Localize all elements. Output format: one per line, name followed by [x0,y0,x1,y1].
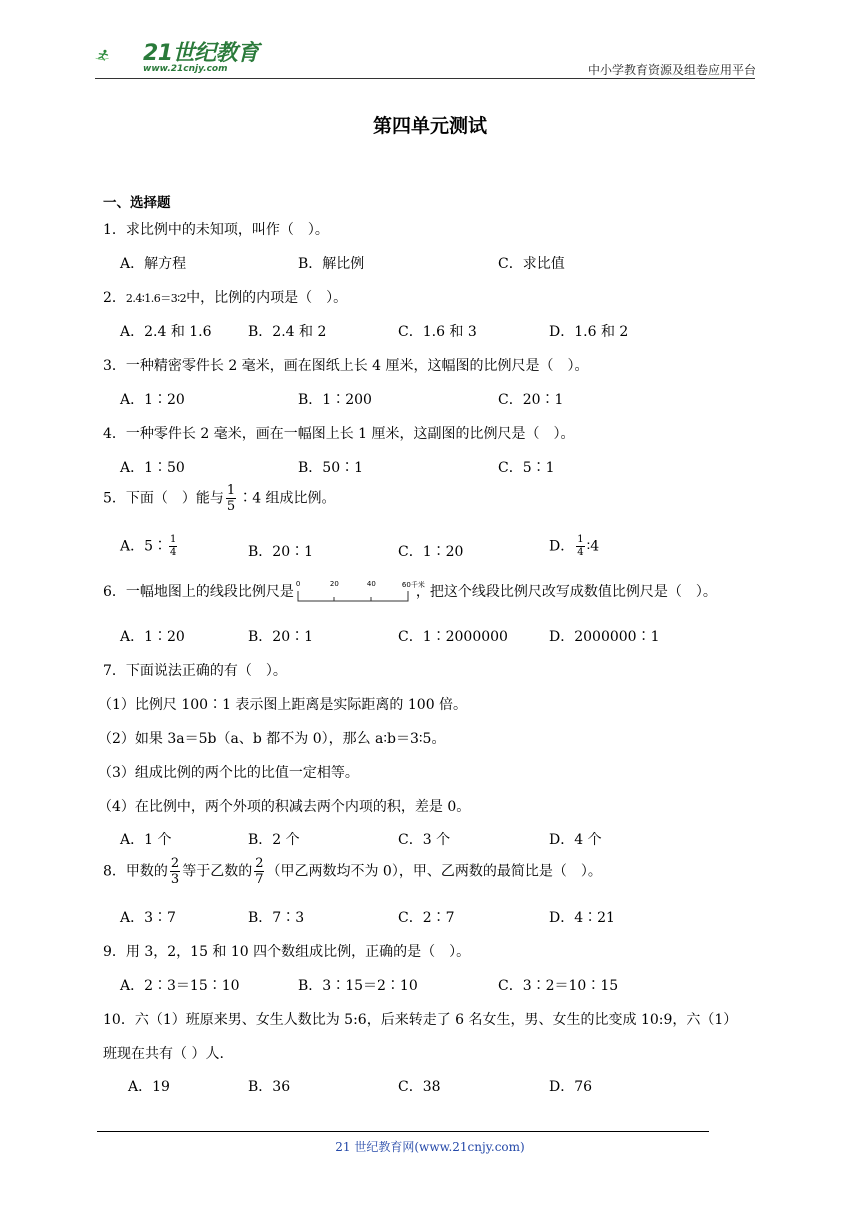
question-4: 4．一种零件长 2 毫米，画在一幅图上长 1 厘米，这副图的比例尺是（ ）。 [103,426,575,442]
footer-divider [97,1131,709,1132]
q7-statement-3: （3）组成比例的两个比的比值一定相等。 [98,765,359,781]
q8-prefix: 8．甲数的 [103,863,168,880]
q10-option-c: C．38 [398,1079,441,1095]
header-divider [95,78,755,79]
scale-bar-ruler [296,589,414,603]
page-title: 第四单元测试 [372,115,487,137]
q1-option-b: B．解比例 [298,256,365,272]
q4-option-a: A．1∶50 [120,460,185,476]
q6-option-d: D．2000000∶1 [549,629,660,645]
q5-fraction: $\frac{1}{5}$ [226,483,236,514]
q6-option-b: B．20∶1 [248,629,314,645]
q3-option-b: B．1∶200 [298,392,372,408]
q9-option-a: A．2∶3＝15∶10 [120,978,240,994]
logo-text: 21世纪教育 [143,41,259,66]
q5-option-c: C．1∶20 [398,544,464,560]
question-5 [103,484,336,513]
q3-option-a: A．1∶20 [120,392,185,408]
q8-mid: 等于乙数的 [182,863,253,880]
q6-suffix: ，把这个线段比例尺改写成数值比例尺是（ ）。 [415,584,717,600]
q2-option-b: B．2.4 和 2 [248,324,327,340]
q5-option-a: A．5∶ $\frac{1}{4}$ [120,534,177,558]
q1-option-a: A．解方程 [120,256,187,272]
q8-option-b: B．7∶3 [248,910,305,926]
q2-option-c: C．1.6 和 3 [398,324,477,340]
question-8 [103,857,602,886]
q7-statement-1: （1）比例尺 100∶1 表示图上距离是实际距离的 100 倍。 [98,697,468,713]
scale-label-0: 0 [295,580,301,588]
q2-prefix: 2． [103,290,126,306]
q10-option-d: D．76 [549,1079,593,1095]
q5-option-d: D． $\frac{1}{4}$ ∶4 [549,534,600,558]
scale-label-60: 60千米 [401,581,425,589]
q5-option-a-fraction: $\frac{1}{4}$ [170,534,177,558]
logo-url: www.21cnjy.com [143,64,228,74]
footer-text: 21 世纪教育网(www.21cnjy.com) [335,1140,525,1154]
q2-suffix: 中，比例的内项是（ ）。 [186,290,348,306]
q7-option-a: A．1 个 [120,832,172,848]
question-3: 3．一种精密零件长 2 毫米，画在图纸上长 4 厘米，这幅图的比例尺是（ ）。 [103,358,589,374]
q7-option-c: C．3 个 [398,832,451,848]
q4-option-b: B．50∶1 [298,460,364,476]
platform-label: 中小学教育资源及组卷应用平台 [587,63,756,77]
q8-suffix: （甲乙两数均不为 0），甲、乙两数的最简比是（ ）。 [266,863,602,880]
q3-option-c: C．20∶1 [498,392,564,408]
question-10-line-1: 10．六（1）班原来男、女生人数比为 5:6，后来转走了 6 名女生，男、女生的比变成 10:9，六（1） [103,1012,738,1028]
q8-fraction-1: $\frac{2}{3}$ [170,856,180,887]
q6-option-a: A．1∶20 [120,629,185,645]
q5-option-d-fraction: $\frac{1}{4}$ [577,534,584,558]
q6-prefix: 6．一幅地图上的线段比例尺是 [103,584,294,600]
logo-runner-icon [95,34,145,76]
question-2 [103,287,347,307]
q7-statement-4: （4）在比例中，两个外项的积减去两个内项的积，差是 0。 [98,799,471,815]
q8-fraction-2: $\frac{2}{7}$ [255,856,264,887]
q9-option-b: B．3∶15＝2∶10 [298,978,418,994]
q8-option-d: D．4∶21 [549,910,615,926]
q5-option-b: B．20∶1 [248,544,314,560]
scale-label-20: 20 [329,580,339,588]
question-7: 7．下面说法正确的有（ ）。 [103,663,287,679]
q8-option-a: A．3∶7 [120,910,176,926]
q1-option-c: C．求比值 [498,256,565,272]
q10-option-a: A．19 [128,1079,170,1095]
line-scale-bar [295,580,425,604]
q6-option-c: C．1∶2000000 [398,629,508,645]
question-6 [103,580,717,604]
question-9: 9．用 3，2，15 和 10 四个数组成比例，正确的是（ ）。 [103,944,471,960]
q8-option-c: C．2∶7 [398,910,455,926]
q7-statement-2: （2）如果 3a＝5b（a、b 都不为 0），那么 a∶b＝3∶5。 [98,731,446,747]
q2-option-d: D．1.6 和 2 [549,324,629,340]
q7-option-b: B．2 个 [248,832,300,848]
q9-option-c: C．3∶2＝10∶15 [498,978,619,994]
q2-option-a: A．2.4 和 1.6 [120,324,212,340]
q7-option-d: D．4 个 [549,832,602,848]
q10-option-b: B．36 [248,1079,291,1095]
q5-prefix: 5．下面（ ）能与 [103,490,224,507]
question-1: 1．求比例中的未知项，叫作（ ）。 [103,222,329,238]
scale-label-40: 40 [366,580,376,588]
section-heading: 一、选择题 [103,195,171,211]
q5-suffix: ∶4 组成比例。 [238,490,336,507]
q4-option-c: C．5∶1 [498,460,555,476]
question-10-line-2: 班现在共有（ ）人. [103,1046,224,1062]
q2-expression: 2.4∶1.6＝3∶2 [125,292,187,305]
